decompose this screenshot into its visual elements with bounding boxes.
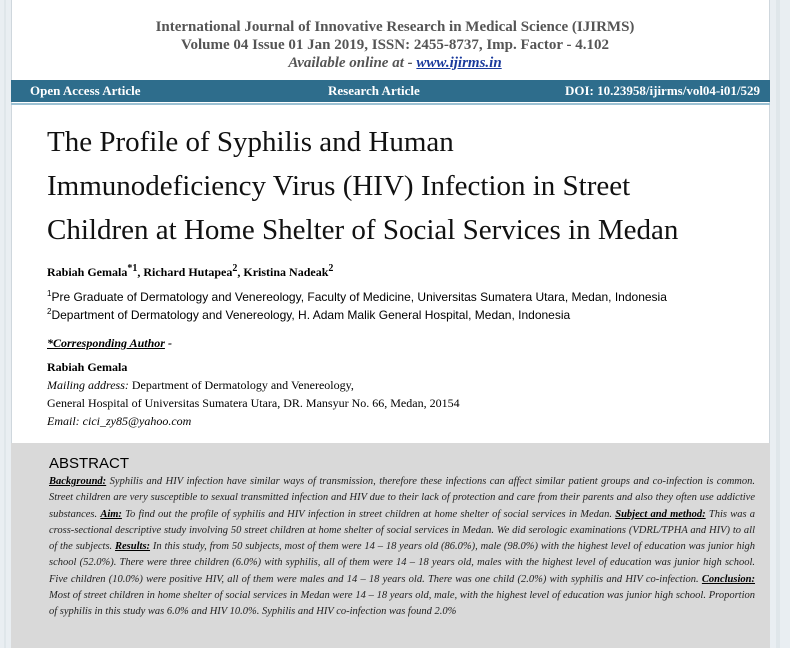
right-margin-bar xyxy=(769,0,790,648)
email-address[interactable]: Email: cici_zy85@yahoo.com xyxy=(47,414,192,428)
mailing-address-line-2: General Hospital of Universitas Sumatera Utara, DR. Mansyur No. 66, Medan, 20154 xyxy=(47,396,460,410)
doi-label[interactable]: DOI: 10.23958/ijirms/vol04-i01/529 xyxy=(565,83,760,98)
background-text: Syphilis and HIV infection have similar ways of transmission, therefore these infections can affect similar patient groups and co-infection is common. Street children are very susceptible to sexual transmitted infection and HIV due to their lack of protection and care from their parents and also they often use addictive substances. xyxy=(49,476,755,520)
method-label: Subject and method: xyxy=(615,508,706,520)
conclusion-text: Most of street children in home shelter of social services in Medan were 14 – 18 years old, male, with the highest level of education was junior high school. Proportion of syphilis in this study was 6.0% and HIV 10.0%. Syphilis and HIV co-infection was found 2.0% xyxy=(49,590,755,618)
author-1: Rabiah Gemala xyxy=(47,265,128,279)
mailing-line-1-text: Department of Dermatology and Venereology, xyxy=(128,378,354,392)
title-line-3: Children at Home Shelter of Social Services in Medan xyxy=(47,214,679,246)
affiliation-1-text: Pre Graduate of Dermatology and Venereology, Faculty of Medicine, Universitas Sumatera Utara, Medan, Indonesia xyxy=(51,290,667,304)
corresponding-author-heading xyxy=(47,336,172,351)
journal-name: International Journal of Innovative Research in Medical Science (IJIRMS) xyxy=(155,19,635,35)
title-line-2: Immunodeficiency Virus (HIV) Infection in Street xyxy=(47,170,631,202)
mailing-label: Mailing address: xyxy=(47,378,129,392)
journal-volume-info: Volume 04 Issue 01 Jan 2019, ISSN: 2455-8737, Imp. Factor - 4.102 xyxy=(181,37,609,53)
corresponding-suffix: - xyxy=(164,336,172,350)
abstract-heading: ABSTRACT xyxy=(49,455,130,472)
affiliation-1-sup: 1 xyxy=(47,289,52,298)
author-list xyxy=(47,263,333,280)
results-text: In this study, from 50 subjects, most of them were 14 – 18 years old (86.0%), male (98.0%) with the highest level of education was junior high school (52.0%). There were three children (6.0%) with syphilis, all of them were 14 – 18 years old, males with the highest level of education was junior high school. Five children (10.0%) were positive HIV, all of them were males and 14 – 18 years old. There was one child (2.0%) with syphilis and HIV co-infection. xyxy=(49,541,755,585)
author-2: , Richard Hutapea xyxy=(137,265,233,279)
aim-text: To find out the profile of syphilis and HIV infection in street children at home shelter of social services in Medan. xyxy=(121,508,616,520)
journal-header xyxy=(0,18,790,72)
author-3: , Kristina Nadeak xyxy=(237,265,329,279)
corresponding-label: *Corresponding Author xyxy=(47,336,165,350)
background-label: Background: xyxy=(49,476,107,487)
availability-prefix: Available online at - xyxy=(288,55,417,71)
open-access-label: Open Access Article xyxy=(30,83,141,98)
aim-label: Aim: xyxy=(100,508,122,520)
conclusion-label: Conclusion: xyxy=(701,573,755,585)
corresponding-author-name: Rabiah Gemala xyxy=(47,360,128,374)
author-3-sup: 2 xyxy=(328,263,334,274)
affiliation-2 xyxy=(47,307,570,322)
abstract-body xyxy=(49,474,755,621)
title-line-1: The Profile of Syphilis and Human xyxy=(47,126,454,158)
author-2-sup: 2 xyxy=(232,263,238,274)
abstract-section xyxy=(11,443,770,648)
journal-website-link[interactable]: www.ijirms.in xyxy=(416,55,502,71)
article-type-label: Research Article xyxy=(328,83,420,98)
article-banner xyxy=(11,80,770,102)
journal-availability xyxy=(0,54,790,72)
mailing-address-line-1 xyxy=(47,378,354,393)
affiliation-2-text: Department of Dermatology and Venereology, H. Adam Malik General Hospital, Medan, Indonesia xyxy=(51,308,571,322)
affiliation-1 xyxy=(47,289,667,304)
author-1-sup: *1 xyxy=(127,263,138,274)
results-label: Results: xyxy=(115,541,151,553)
paper-title xyxy=(47,120,767,252)
affiliation-2-sup: 2 xyxy=(47,307,52,316)
method-text: This was a cross-sectional descriptive study involving 50 street children at home shelter of social services in Medan. We did serologic examinations (VDRL/TPHA and HIV) to all of the subjects. xyxy=(49,508,755,553)
